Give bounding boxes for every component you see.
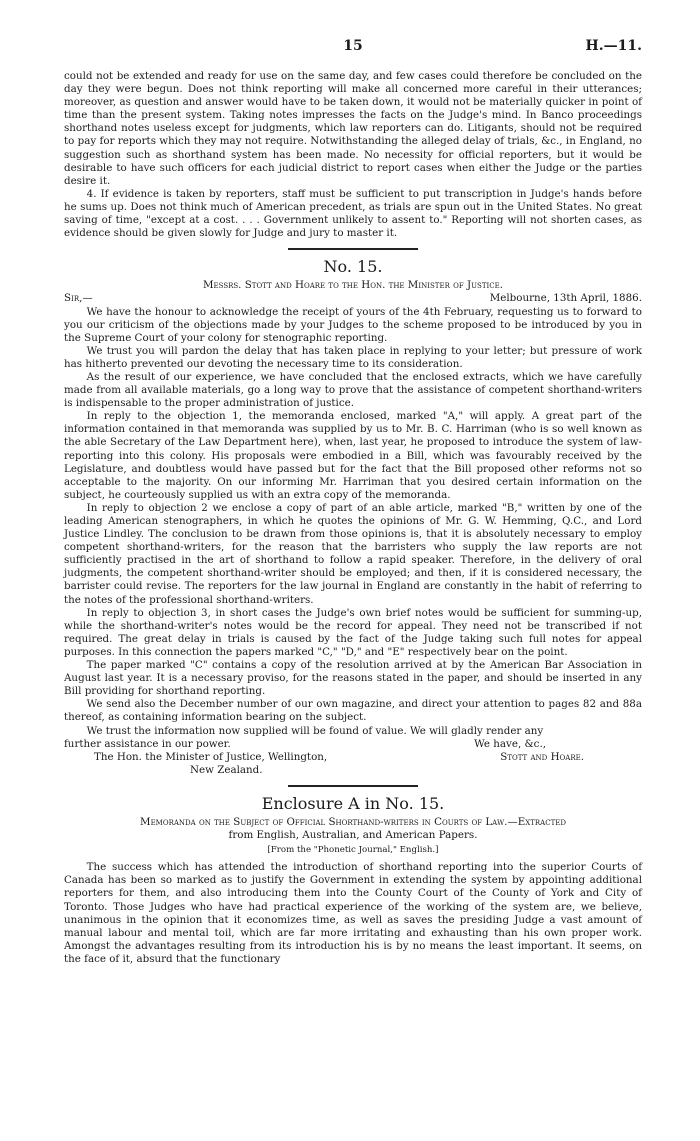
closing-left: further assistance in our power.: [64, 737, 231, 750]
letter-paragraph: As the result of our experience, we have concluded that the enclosed extracts, which we have carefully made from all available materials, go a long way to prove that the assistance of competent shorthand-writers is indispensable to the proper administration of justice.: [64, 370, 642, 410]
letter-from-to: Messrs. Stott and Hoare to the Hon. the Minister of Justice.: [203, 279, 503, 292]
letter-paragraph: We trust you will pardon the delay that has taken place in replying to your letter; but pressure of work has hitherto prevented our devoting the necessary time to its consideration.: [64, 344, 642, 370]
recipient-country: New Zealand.: [190, 763, 263, 776]
salutation: Sir,—: [64, 292, 93, 305]
letter-paragraph: We have the honour to acknowledge the receipt of yours of the 4th February, requesting us to forward to you our criticism of the objections made by your Judges to the scheme proposed to be introduced by you in the Supreme Court of your colony for stenographic reporting.: [64, 305, 642, 344]
page-reference: H.—11.: [585, 38, 642, 54]
place-date: Melbourne, 13th April, 1886.: [489, 292, 642, 305]
closing-row: [64, 738, 642, 751]
body-paragraph: could not be extended and ready for use on the same day, and few cases could therefore be concluded on the day they were begun. Does not think reporting will make all concerned more careful in their utterances; moreover, as question and answer would have to be taken down, it would not be materially quicker in point of time than the present system. Taking notes impresses the facts on the Judge's mind. In Banco proceedings shorthand notes useless except for judgments, which law reporters can do. Litigants, should not be required to pay for reports which they may not require. Notwithstanding the alleged delay of trials, &c., in England, no suggestion such as shorthand system has been made. No necessity for official reporters, but it would be desirable to have such officers for each judicial district to report cases when either the Judge or the parties desire it.: [64, 70, 642, 187]
letter-paragraph: The paper marked "C" contains a copy of the resolution arrived at by the American Bar Association in August last year. It is a necessary proviso, for the reasons stated in the paper, and should be inserted in any Bill providing for shorthand reporting.: [64, 659, 642, 698]
letter-paragraph: In reply to objection 3, in short cases the Judge's own brief notes would be sufficient for summing-up, while the shorthand-writer's notes would be the record for appeal. They need not be transcribed if not required. The great delay in trials is caused by the fact of the Judge taking such full notes for appeal purposes. In this connection the papers marked "C," "D," and "E" respectively bear on the point.: [64, 606, 642, 658]
letter-closing-line: We trust the information now supplied will be found of value. We will gladly render any: [86, 724, 544, 737]
enclosure-heading: Enclosure A in No. 15.: [261, 793, 445, 813]
recipient-row: [64, 751, 642, 764]
enclosure-title-cont: from English, Australian, and American Papers.: [228, 829, 478, 842]
letter-paragraph: In reply to objection 2 we enclose a copy of part of an able article, marked "B," written by one of the leading American stenographers, in which he quotes the opinions of Mr. G. W. Hemming, Q.C., and Lord Justice Lindley. The conclusion to be drawn from those opinions is, that it is absolutely necessary to employ competent shorthand-writers, for the reason that the barristers who supply the law reports are not sufficiently practised in the art of shorthand to follow a rapid speaker. Therefore, in the delivery of oral judgments, the competent shorthand-writer should be employed; and then, if it is considered necessary, the barrister could revise. The reporters for the law journal in England are constantly in the habit of referring to the notes of the professional shorthand-writers.: [64, 501, 642, 606]
section-divider: [288, 785, 418, 787]
enclosure-title: Memoranda on the Subject of Official Shorthand-writers in Courts of Law.—Extracted: [140, 815, 566, 828]
letter-paragraph: We send also the December number of our own magazine, and direct your attention to pages 82 and 88a thereof, as containing information bearing on the subject.: [64, 698, 642, 724]
letter-heading: No. 15.: [323, 257, 383, 277]
page-number: 15: [343, 38, 363, 54]
closing-right: We have, &c.,: [474, 737, 546, 750]
body-paragraph: 4. If evidence is taken by reporters, staff must be sufficient to put transcription in Judge's hands before he sums up. Does not think much of American precedent, as trials are spun out in the United States. No great saving of time, "except at a cost. . . . Government unlikely to assent to." Reporting will not shorten cases, as evidence should be given slowly for Judge and jury to master it.: [64, 187, 642, 240]
section-divider: [288, 248, 418, 250]
letter-paragraph: In reply to the objection 1, the memoranda enclosed, marked "A," will apply. A great part of the information contained in that memoranda was supplied by us to Mr. B. C. Harriman (who is so well known as the able Secretary of the Law Department here), when, last year, he proposed to introduce the system of law-reporting into this colony. His proposals were embodied in a Bill, which was favourably received by the Legislature, and doubtless would have passed but for the fact that the Bill proposed other reforms not so acceptable to the majority. On our informing Mr. Harriman that you desired certain information on the subject, he courteously supplied us with an extra copy of the memoranda.: [64, 410, 642, 501]
page-header: [64, 40, 642, 62]
signatories: Stott and Hoare.: [500, 750, 584, 763]
recipient: The Hon. the Minister of Justice, Wellington,: [94, 750, 328, 763]
enclosure-source: [From the "Phonetic Journal," English.]: [267, 845, 439, 856]
salutation-row: [64, 292, 642, 305]
enclosure-paragraph: The success which has attended the introduction of shorthand reporting into the superior Courts of Canada has been so marked as to justify the Government in extending the system by appointing additional reporters for them, and also introducing them into the County Court of the County of York and City of Toronto. Those Judges who have had practical experience of the working of the system are, we believe, unanimous in the opinion that it economizes time, as well as saves the presiding Judge a vast amount of manual labour and mental toil, which are far more irritating and exhausting than his own proper work. Amongst the advantages resulting from its introduction his is by no means the least important. It seems, on the face of it, absurd that the functionary: [64, 861, 642, 965]
